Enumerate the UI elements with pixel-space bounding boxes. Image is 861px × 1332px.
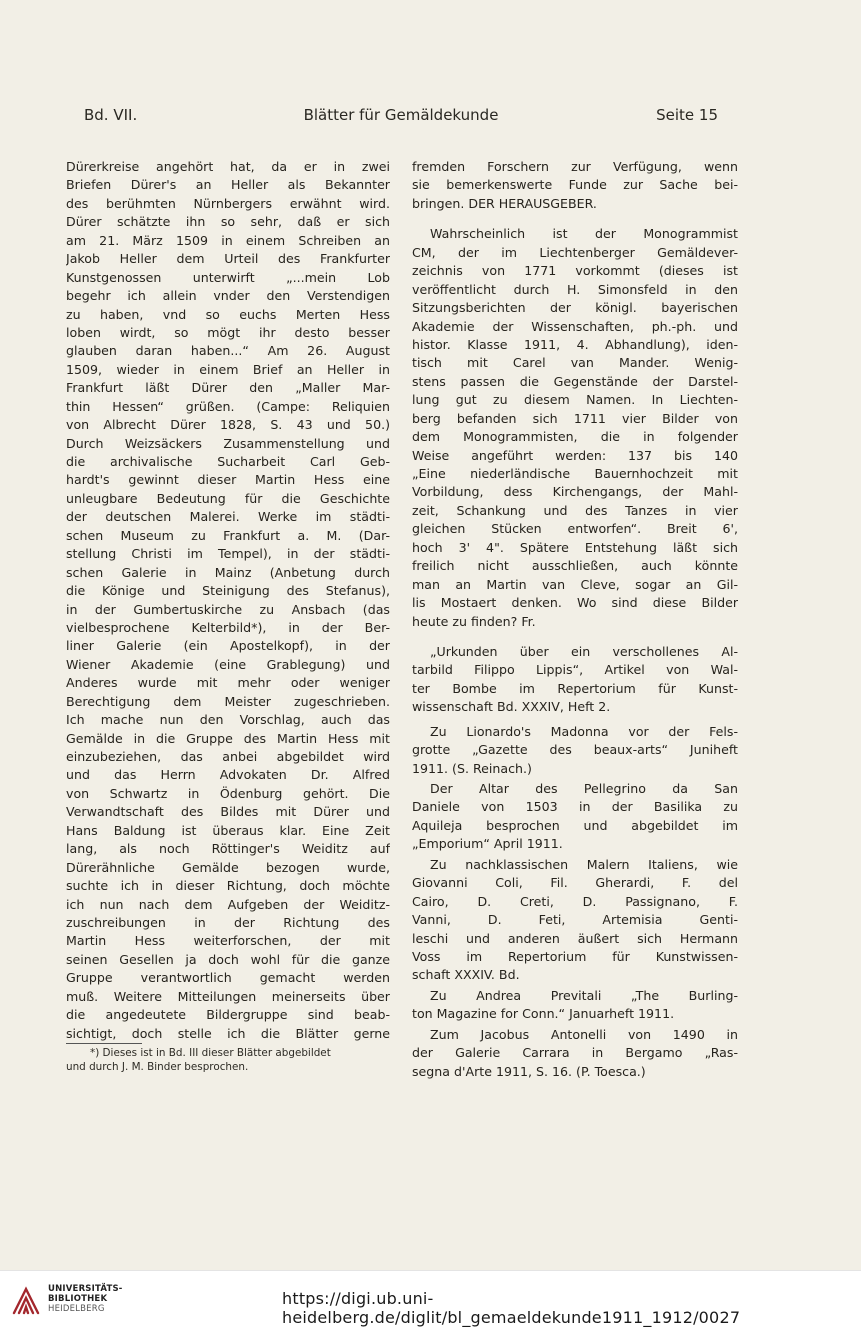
- text-line: hardt's gewinnt dieser Martin Hess eine: [66, 472, 390, 488]
- text-line: fremden Forschern zur Verfügung, wenn: [412, 159, 738, 174]
- text-line: Jakob Heller dem Urteil des Frankfurter: [66, 251, 390, 267]
- text-line: die Könige und Steinigung des Stefanus),: [66, 583, 390, 599]
- text-line: der Galerie Carrara in Bergamo „Ras-: [412, 1045, 738, 1061]
- text-line: „Urkunden über ein verschollenes Al-: [430, 643, 738, 659]
- text-line: zeichnis von 1771 vorkommt (dieses ist: [412, 263, 738, 279]
- text-line: Gemälde in die Gruppe des Martin Hess mit: [66, 730, 390, 746]
- text-line: Cairo, D. Creti, D. Passignano, F.: [412, 893, 738, 909]
- running-header: [84, 106, 718, 130]
- text-line: stens passen die Gegenstände der Darstel-: [412, 373, 738, 389]
- paragraph-gap: [412, 631, 738, 643]
- text-line: der deutschen Malerei. Werke im städti-: [66, 509, 390, 525]
- text-line: ter Bombe im Repertorium für Kunst-: [412, 680, 738, 696]
- text-line: leschi und anderen äußert sich Hermann: [412, 930, 738, 946]
- text-line: loben wirdt, so mögt ihr desto besser: [66, 324, 390, 340]
- text-line: unleugbare Bedeutung für die Geschichte: [66, 490, 390, 506]
- library-name: [48, 1284, 123, 1314]
- text-line: grotte „Gazette des beaux-arts“ Juniheft: [412, 742, 738, 758]
- text-line: von Schwartz in Ödenburg gehört. Die: [66, 785, 390, 801]
- text-line: in der Gumbertuskirche zu Ansbach (das: [66, 601, 390, 617]
- text-line: Gruppe verantwortlich gemacht werden: [66, 970, 390, 986]
- text-line: bringen. DER HERAUSGEBER.: [412, 195, 597, 211]
- text-line: Der Altar des Pellegrino da San: [430, 781, 738, 796]
- text-line: schen Galerie in Mainz (Anbetung durch: [66, 564, 390, 580]
- text-line: heute zu finden? Fr.: [412, 613, 536, 629]
- text-line: Briefen Dürer's an Heller als Bekannter: [66, 177, 390, 193]
- text-line: sie bemerkenswerte Funde zur Sache bei-: [412, 177, 738, 193]
- text-line: stellung Christi im Tempel), in der städti-: [66, 546, 390, 562]
- text-line: thin Hessen“ grüßen. (Campe: Reliquien: [66, 398, 390, 414]
- left-column: [66, 158, 390, 1043]
- footnote-line: *) Dieses ist in Bd. III dieser Blätter abgebildet: [90, 1047, 331, 1059]
- text-line: Wiener Akademie (eine Grablegung) und: [66, 656, 390, 672]
- text-line: Martin Hess weiterforschen, der mit: [66, 933, 390, 949]
- text-line: und das Herrn Advokaten Dr. Alfred: [66, 767, 390, 783]
- text-line: suchte ich in dieser Richtung, doch möchte: [66, 878, 390, 894]
- text-line: Zu nachklassischen Malern Italiens, wie: [430, 856, 738, 872]
- text-line: Hans Baldung ist überaus klar. Eine Zeit: [66, 822, 390, 838]
- text-line: Kunstgenossen unterwirft „...mein Lob: [66, 269, 390, 285]
- text-line: des berühmten Nürnbergers erwähnt wird.: [66, 195, 390, 211]
- text-line: vielbesprochene Kelterbild*), in der Ber-: [66, 619, 390, 635]
- text-line: tisch mit Carel van Mander. Wenig-: [412, 355, 738, 371]
- text-line: Dürerähnliche Gemälde bezogen wurde,: [66, 859, 390, 875]
- text-line: lang, als noch Röttinger's Weiditz auf: [66, 841, 390, 857]
- permalink-url[interactable]: https://digi.ub.uni-heidelberg.de/diglit/bl_gemaeldekunde1911_1912/0027: [282, 1289, 741, 1327]
- text-line: berg befanden sich 1711 vier Bilder von: [412, 410, 738, 426]
- text-line: Dürerkreise angehört hat, da er in zwei: [66, 159, 390, 174]
- text-line: tarbild Filippo Lippis“, Artikel von Wal-: [412, 662, 738, 678]
- footnote: [66, 1046, 390, 1074]
- text-line: Wahrscheinlich ist der Monogrammist: [430, 226, 738, 242]
- text-line: Vorbildung, dess Kirchengangs, der Mahl-: [412, 484, 738, 500]
- text-line: Ich mache nun den Vorschlag, auch das: [66, 712, 390, 728]
- library-name-line: HEIDELBERG: [48, 1304, 105, 1314]
- text-line: segna d'Arte 1911, S. 16. (P. Toesca.): [412, 1063, 646, 1079]
- journal-title: Blätter für Gemäldekunde: [303, 106, 499, 124]
- text-line: ton Magazine for Conn.“ Januarheft 1911.: [412, 1006, 675, 1022]
- text-line: 1509, wieder in einem Brief an Heller in: [66, 361, 390, 377]
- text-line: Weise angeführt werden: 137 bis 140: [412, 447, 738, 463]
- right-column: [412, 158, 738, 1081]
- text-line: die angedeutete Bildergruppe sind beab-: [66, 1007, 390, 1023]
- text-line: Daniele von 1503 in der Basilika zu: [412, 799, 738, 815]
- university-library-logo-icon: [10, 1285, 42, 1317]
- page-number: Seite 15: [656, 106, 718, 124]
- text-line: sichtigt, doch stelle ich die Blätter gerne: [66, 1025, 390, 1041]
- text-line: zuschreibungen in der Richtung des: [66, 914, 390, 930]
- text-line: Frankfurt läßt Dürer den „Maller Mar-: [66, 380, 390, 396]
- text-line: Durch Weizsäckers Zusammenstellung und: [66, 435, 390, 451]
- text-line: muß. Weitere Mitteilungen meinerseits über: [66, 988, 390, 1004]
- text-line: Anderes wurde mit mehr oder weniger: [66, 675, 390, 691]
- footnote-divider: [66, 1043, 142, 1044]
- text-line: von Albrecht Dürer 1828, S. 43 und 50.): [66, 417, 390, 433]
- text-line: lis Mostaert denken. Wo sind diese Bilder: [412, 595, 738, 611]
- text-line: CM, der im Liechtenberger Gemäldever-: [412, 244, 738, 260]
- text-line: Sitzungsberichten der königl. bayerischen: [412, 300, 738, 316]
- text-line: am 21. März 1509 in einem Schreiben an: [66, 232, 390, 248]
- viewer-footer: [0, 1270, 861, 1332]
- text-line: seinen Gesellen ja doch wohl für die ganze: [66, 951, 390, 967]
- text-line: dem Monogrammisten, die in folgender: [412, 429, 738, 445]
- text-line: Aquileja besprochen und abgebildet im: [412, 817, 738, 833]
- text-line: Zu Lionardo's Madonna vor der Fels-: [430, 723, 738, 739]
- text-line: 1911. (S. Reinach.): [412, 760, 532, 776]
- text-line: einzubeziehen, das anbei abgebildet wird: [66, 749, 390, 764]
- text-line: Akademie der Wissenschaften, ph.-ph. und: [412, 318, 738, 334]
- text-line: die archivalische Sucharbeit Carl Geb-: [66, 454, 390, 469]
- text-line: Verwandtschaft des Bildes mit Dürer und: [66, 804, 390, 820]
- text-line: Giovanni Coli, Fil. Gherardi, F. del: [412, 875, 738, 891]
- text-line: histor. Klasse 1911, 4. Abhandlung), iden-: [412, 336, 738, 352]
- text-line: „Eine niederländische Bauernhochzeit mit: [412, 466, 738, 481]
- library-name-line: BIBLIOTHEK: [48, 1294, 108, 1304]
- text-line: hoch 3' 4". Spätere Entstehung läßt sich: [412, 539, 738, 555]
- text-line: gleichen Stücken entworfen“. Breit 6',: [412, 521, 738, 537]
- footnote-line: und durch J. M. Binder besprochen.: [66, 1061, 249, 1073]
- text-line: Dürer schätzte ihn so sehr, daß er sich: [66, 214, 390, 230]
- text-line: Vanni, D. Feti, Artemisia Genti-: [412, 912, 738, 928]
- text-line: veröffentlicht durch H. Simonsfeld in den: [412, 281, 738, 297]
- text-line: glauben daran haben...“ Am 26. August: [66, 343, 390, 359]
- volume-label: Bd. VII.: [84, 106, 138, 124]
- text-line: schaft XXXIV. Bd.: [412, 967, 520, 983]
- library-name-line: UNIVERSITÄTS-: [48, 1284, 123, 1294]
- text-line: schen Museum zu Frankfurt a. M. (Dar-: [66, 527, 390, 543]
- text-line: man an Martin van Cleve, sogar an Gil-: [412, 576, 738, 592]
- text-line: wissenschaft Bd. XXXIV, Heft 2.: [412, 699, 611, 715]
- text-line: Zu Andrea Previtali „The Burling-: [430, 987, 738, 1003]
- text-line: zu haben, vnd so euchs Merten Hess: [66, 306, 390, 322]
- text-line: lung gut zu diesem Namen. In Liechten-: [412, 392, 738, 408]
- text-line: „Emporium“ April 1911.: [412, 836, 563, 852]
- text-line: freilich nicht ausschließen, auch könnte: [412, 558, 738, 574]
- text-line: liner Galerie (ein Apostelkopf), in der: [66, 638, 390, 654]
- text-line: ich nun nach dem Aufgeben der Weiditz-: [66, 896, 390, 912]
- paragraph-gap: [412, 213, 738, 225]
- text-line: zeit, Schankung und des Tanzes in vier: [412, 502, 738, 518]
- text-line: Voss im Repertorium für Kunstwissen-: [412, 948, 738, 964]
- text-line: Zum Jacobus Antonelli von 1490 in: [430, 1026, 738, 1042]
- text-line: Berechtigung dem Meister zugeschrieben.: [66, 693, 390, 709]
- text-line: begehr ich allein vnder den Verstendigen: [66, 288, 390, 304]
